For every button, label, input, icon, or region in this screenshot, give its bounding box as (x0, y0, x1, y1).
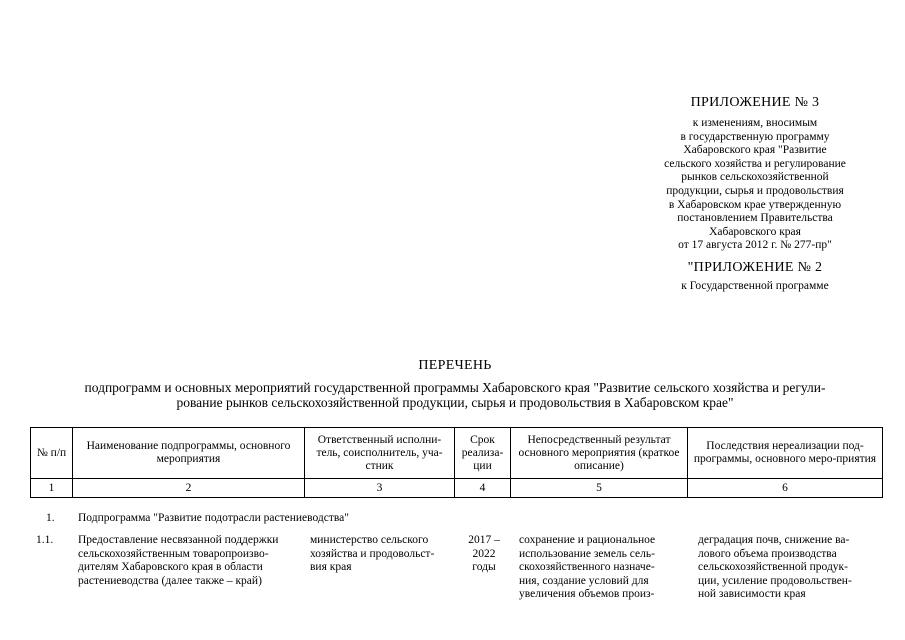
appendix3-line: Хабаровского края (709, 225, 801, 238)
appendix3-line: Хабаровского края "Развитие (683, 144, 827, 157)
appendix-block (630, 95, 880, 294)
measure-responsible (310, 534, 460, 575)
subprogram-row (30, 512, 882, 534)
measure-consequences (698, 534, 878, 602)
subprogram-number: 1. (46, 512, 55, 524)
header-consequences: Последствия нереализации под-программы, основного меро-приятия (688, 428, 883, 479)
table-body (30, 512, 882, 624)
measure-name-line: дителям Хабаровского края в области (78, 561, 263, 573)
column-number: 3 (305, 479, 455, 498)
measure-name (78, 534, 304, 588)
result-line: скохозяйственного назначе- (519, 561, 655, 573)
heading-line-2: рование рынков сельскохозяйственной продукции, сырья и продовольствия в Хабаровском крае" (176, 395, 734, 410)
column-number: 5 (511, 479, 688, 498)
measure-name-line: Предоставление несвязанной поддержки (78, 534, 279, 546)
result-line: сохранение и рациональное (519, 534, 656, 546)
header-responsible: Ответственный исполни-тель, соисполнитель, уча-стник (305, 428, 455, 479)
document-heading (30, 358, 880, 410)
measure-number: 1.1. (36, 534, 54, 546)
result-line: ния, создание условий для (519, 574, 649, 587)
period-line: годы (472, 561, 496, 573)
result-line: увеличения объемов произ- (519, 588, 655, 600)
period-line: 2022 (472, 547, 496, 560)
responsible-line: вия края (310, 561, 352, 573)
column-number: 1 (31, 479, 73, 498)
measure-name-line: растениеводства (далее также – край) (78, 574, 262, 587)
period-line: 2017 – (468, 534, 500, 546)
measures-table (30, 427, 883, 498)
measure-name-line: сельскохозяйственным товаропроизво- (78, 547, 269, 560)
appendix3-line: в государственную программу (680, 130, 830, 143)
heading-line-1: подпрограмм и основных мероприятий государственной программы Хабаровского края "Развитие сельского хозяйства и регули- (84, 380, 826, 395)
column-number: 2 (73, 479, 305, 498)
header-name: Наименование подпрограммы, основного мероприятия (73, 428, 305, 479)
consequences-line: лового объема производства (698, 547, 837, 560)
appendix3-title: ПРИЛОЖЕНИЕ № 3 (690, 95, 820, 110)
appendix3-text (630, 117, 880, 253)
result-line: использование земель сель- (519, 547, 655, 560)
column-number-row (31, 479, 883, 498)
header-period: Срок реализа-ции (455, 428, 511, 479)
appendix3-line: продукции, сырья и продовольствия (666, 184, 844, 197)
measure-period (462, 534, 506, 575)
measure-row (30, 534, 882, 624)
appendix3-line: сельского хозяйства и регулирование (664, 157, 846, 170)
header-number: № п/п (31, 428, 73, 479)
appendix2-subtitle: к Государственной программе (681, 279, 829, 292)
heading-title: ПЕРЕЧЕНЬ (418, 358, 492, 373)
consequences-line: ции, усиление продовольствен- (698, 574, 852, 587)
appendix3-line: постановлением Правительства (677, 212, 833, 225)
table-header-row (31, 428, 883, 479)
subprogram-title: Подпрограмма "Развитие подотрасли растениеводства" (78, 512, 349, 524)
consequences-line: деградация почв, снижение ва- (698, 534, 850, 546)
appendix3-line: рынков сельскохозяйственной (681, 171, 829, 184)
appendix3-line: в Хабаровском крае утвержденную (668, 198, 842, 211)
consequences-line: сельскохозяйственной продук- (698, 561, 848, 573)
header-result: Непосредственный результат основного мероприятия (краткое описание) (511, 428, 688, 479)
responsible-line: министерство сельского (310, 534, 429, 546)
appendix3-line: от 17 августа 2012 г. № 277-пр" (678, 239, 832, 252)
column-number: 4 (455, 479, 511, 498)
appendix2-title: "ПРИЛОЖЕНИЕ № 2 (687, 259, 823, 275)
appendix3-line: к изменениям, вносимым (692, 117, 818, 129)
column-number: 6 (688, 479, 883, 498)
measure-result (519, 534, 689, 602)
consequences-line: ной зависимости края (698, 588, 806, 600)
responsible-line: хозяйства и продовольст- (310, 547, 435, 560)
